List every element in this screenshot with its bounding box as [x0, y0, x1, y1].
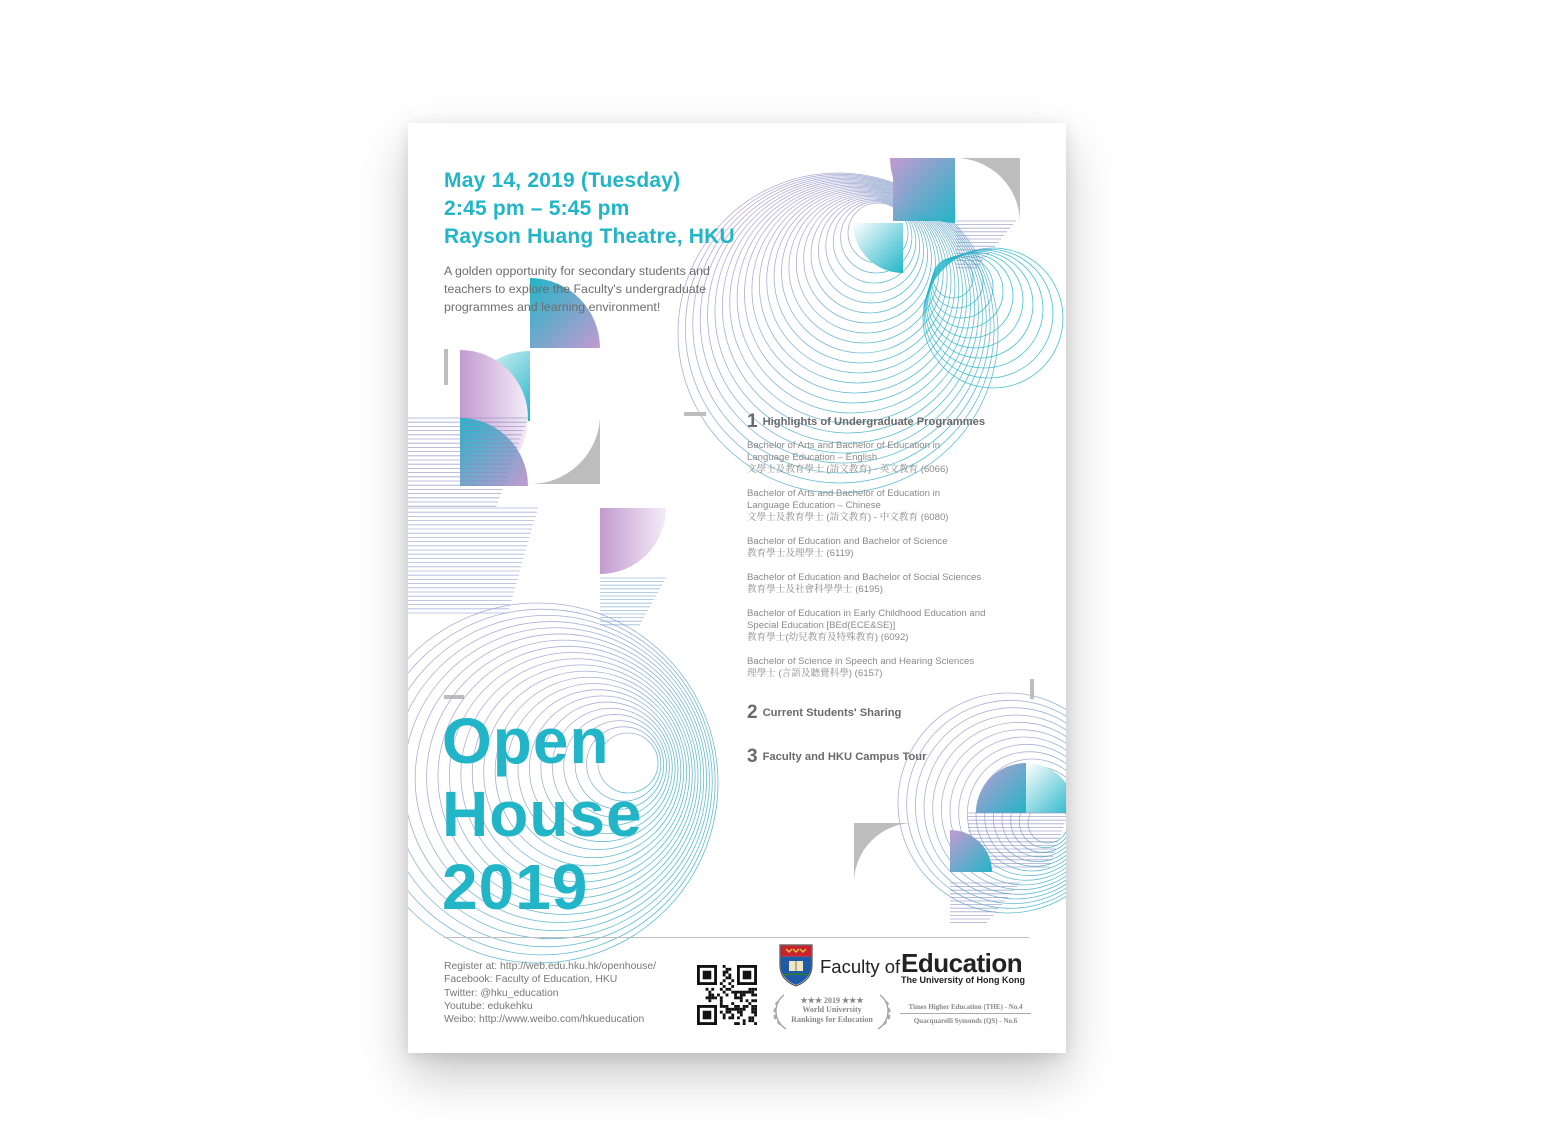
- programme-item: [747, 488, 1047, 524]
- section-1-number: 1: [747, 411, 758, 432]
- section-1-title: Highlights of Undergraduate Programmes: [762, 416, 986, 428]
- programme-line: Bachelor of Arts and Bachelor of Education in: [747, 488, 941, 499]
- headline-house: House: [442, 778, 643, 850]
- register-link[interactable]: Register at: http://web.edu.hku.hk/openhouse/: [444, 961, 656, 972]
- qr-code-icon[interactable]: [697, 965, 757, 1025]
- footer-divider: [444, 937, 1029, 938]
- twitter-link[interactable]: Twitter: @hku_education: [444, 987, 559, 999]
- section-1-heading: [747, 411, 985, 433]
- programme-line: 教育學士及社會科學學士 (6195): [747, 584, 883, 595]
- hku-crest-icon: [778, 943, 814, 987]
- programme-item: [747, 572, 1047, 596]
- programme-line: 教育學士(幼兒教育及特殊教育) (6092): [747, 632, 909, 643]
- youtube-link[interactable]: Youtube: edukehku: [444, 1000, 533, 1012]
- section-3-number: 3: [747, 746, 758, 767]
- event-venue: Rayson Huang Theatre, HKU: [444, 225, 735, 248]
- programme-item: [747, 536, 1047, 560]
- programme-line: Bachelor of Education and Bachelor of Science: [747, 536, 948, 547]
- programme-item: [747, 656, 1047, 680]
- facebook-link[interactable]: Facebook: Faculty of Education, HKU: [444, 974, 618, 986]
- programme-line: Bachelor of Education and Bachelor of Social Sciences: [747, 572, 982, 583]
- event-date: May 14, 2019 (Tuesday): [444, 169, 681, 192]
- programme-line: Bachelor of Education in Early Childhood Education and: [747, 608, 986, 619]
- programme-line: Bachelor of Arts and Bachelor of Education in: [747, 440, 941, 451]
- weibo-link[interactable]: Weibo: http://www.weibo.com/hkueducation: [444, 1014, 645, 1026]
- section-2-title: Current Students' Sharing: [762, 707, 902, 719]
- programme-item: [747, 608, 1047, 644]
- ranking-divider: [900, 1013, 1031, 1014]
- event-intro: A golden opportunity for secondary students and teachers to explore the Faculty's undergraduate programmes and learning environment!: [444, 264, 710, 314]
- programme-line: Bachelor of Science in Speech and Hearing Sciences: [747, 656, 975, 667]
- programme-line: 文學士及教育學士 (語文教育) - 中文教育 (6080): [747, 512, 949, 523]
- programme-item: [747, 440, 1047, 476]
- faculty-prefix: Faculty of: [820, 956, 901, 977]
- programme-line: Language Education – English: [747, 452, 878, 463]
- event-time: 2:45 pm – 5:45 pm: [444, 197, 630, 220]
- programme-line: 文學士及教育學士 (語文教育) - 英文教育 (6066): [747, 464, 949, 475]
- ranking-title-line2: Rankings for Education: [791, 1015, 873, 1024]
- section-2-heading: [747, 702, 901, 724]
- university-name: The University of Hong Kong: [901, 975, 1026, 985]
- section-3-title: Faculty and HKU Campus Tour: [762, 751, 927, 763]
- ranking-qs: Quacquarelli Symonds (QS) - No.6: [913, 1017, 1018, 1025]
- faculty-name: Education: [901, 948, 1023, 978]
- ranking-the: Times Higher Education (THE) - No.4: [908, 1003, 1023, 1011]
- section-3-heading: [747, 746, 926, 768]
- headline-open: Open: [442, 705, 610, 777]
- headline-year: 2019: [442, 851, 589, 923]
- programme-line: 教育學士及理學士 (6119): [747, 548, 854, 559]
- section-2-number: 2: [747, 702, 758, 723]
- programme-line: 理學士 (言語及聽覺科學) (6157): [747, 668, 883, 679]
- ranking-title-line1: World University: [802, 1005, 862, 1014]
- ranking-year: ★★★ 2019 ★★★: [800, 996, 864, 1005]
- contact-info: [444, 960, 656, 1026]
- programme-line: Special Education [BEd(ECE&SE)]: [747, 620, 896, 631]
- poster: [408, 123, 1066, 1053]
- programme-line: Language Education – Chinese: [747, 500, 881, 511]
